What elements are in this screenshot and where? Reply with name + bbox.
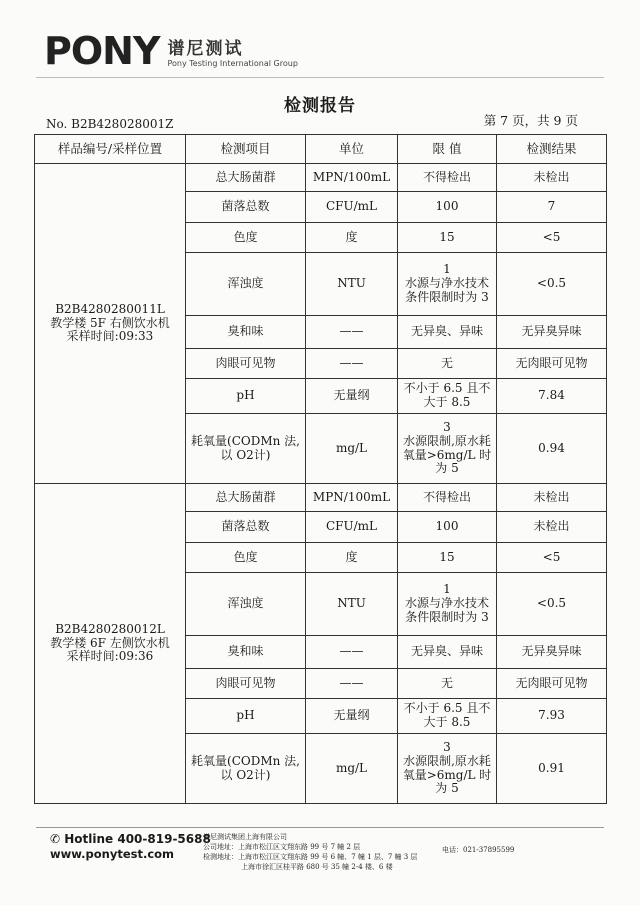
unit: MPN/100mL	[306, 164, 398, 192]
test-result: 未检出	[497, 164, 607, 192]
table-header-row	[35, 135, 607, 164]
limit-value: 不得检出	[398, 484, 497, 512]
test-result: 7.84	[497, 379, 607, 414]
test-item: 色度	[186, 543, 306, 573]
test-item: 臭和味	[186, 636, 306, 669]
column-header: 检测结果	[497, 135, 607, 164]
phone-number: 电话：021-37895599	[442, 846, 515, 854]
limit-value: 不小于 6.5 且不大于 8.5	[398, 699, 497, 734]
website: www.ponytest.com	[50, 847, 175, 861]
test-result: 0.94	[497, 414, 607, 484]
unit: 度	[306, 543, 398, 573]
test-item: pH	[186, 699, 306, 734]
brand-tagline: Pony Testing International Group	[167, 59, 298, 68]
brand-cn: 谱尼测试	[167, 39, 244, 59]
unit: CFU/mL	[306, 192, 398, 223]
unit: 无量纲	[306, 699, 398, 734]
limit-value: 100	[398, 192, 497, 223]
unit: CFU/mL	[306, 512, 398, 543]
test-item: 浑浊度	[186, 573, 306, 636]
test-item: 臭和味	[186, 316, 306, 349]
unit: 无量纲	[306, 379, 398, 414]
sample-cell	[35, 484, 186, 804]
unit: ——	[306, 349, 398, 379]
column-header: 检测项目	[186, 135, 306, 164]
page-title: 检测报告	[284, 96, 356, 116]
test-item: 菌落总数	[186, 512, 306, 543]
limit-value: 3 水源限制,原水耗氧量>6mg/L 时为 5	[398, 734, 497, 804]
test-result: 无肉眼可见物	[497, 669, 607, 699]
unit: mg/L	[306, 414, 398, 484]
company-address: 公司地址：上海市松江区文翔东路 99 号 7 幢 2 层	[203, 843, 361, 852]
unit: 度	[306, 223, 398, 253]
column-header: 限 值	[398, 135, 497, 164]
test-item: pH	[186, 379, 306, 414]
limit-value: 1 水源与净水技术条件限制时为 3	[398, 573, 497, 636]
address-block	[203, 832, 453, 873]
test-item: 肉眼可见物	[186, 669, 306, 699]
limit-value: 无异臭、异味	[398, 316, 497, 349]
test-result: 未检出	[497, 484, 607, 512]
column-header: 样品编号/采样位置	[35, 135, 186, 164]
test-result: <0.5	[497, 253, 607, 316]
limit-value: 15	[398, 543, 497, 573]
test-item: 总大肠菌群	[186, 484, 306, 512]
sample-location: 教学楼 6F 左侧饮水机	[50, 635, 170, 650]
unit: NTU	[306, 573, 398, 636]
test-result: 未检出	[497, 512, 607, 543]
test-result: <5	[497, 543, 607, 573]
unit: NTU	[306, 253, 398, 316]
limit-value: 无异臭、异味	[398, 636, 497, 669]
test-result: 7	[497, 192, 607, 223]
test-item: 耗氧量(CODMn 法,以 O2计)	[186, 414, 306, 484]
limit-value: 不小于 6.5 且不大于 8.5	[398, 379, 497, 414]
table-row	[35, 164, 607, 192]
sample-cell	[35, 164, 186, 484]
hotline-text: Hotline 400-819-5688	[64, 832, 211, 846]
test-result: 7.93	[497, 699, 607, 734]
sampling-time: 采样时间:09:36	[66, 649, 154, 664]
column-header: 单位	[306, 135, 398, 164]
limit-value: 不得检出	[398, 164, 497, 192]
limit-value: 1 水源与净水技术条件限制时为 3	[398, 253, 497, 316]
page-info: 第 7 页，共 9 页	[483, 113, 578, 128]
lab-address-2: 上海市徐汇区桂平路 680 号 35 幢 2-4 楼、6 楼	[241, 863, 393, 872]
test-item: 耗氧量(CODMn 法,以 O2计)	[186, 734, 306, 804]
company-name: 谱尼测试集团上海有限公司	[203, 833, 287, 841]
sample-location: 教学楼 5F 右侧饮水机	[50, 315, 170, 330]
lab-address: 检测地址：上海市松江区文翔东路 99 号 6 幢、7 幢 1 层、7 幢 3 层	[203, 853, 418, 862]
sample-id: B2B4280280011L	[55, 301, 165, 316]
test-item: 色度	[186, 223, 306, 253]
footer	[50, 832, 610, 872]
limit-value: 3 水源限制,原水耗氧量>6mg/L 时为 5	[398, 414, 497, 484]
brand-en: PONY	[44, 29, 160, 73]
test-result: 无异臭异味	[497, 316, 607, 349]
test-result: 0.91	[497, 734, 607, 804]
test-result: 无异臭异味	[497, 636, 607, 669]
sample-id: B2B4280280012L	[55, 621, 165, 636]
unit: ——	[306, 316, 398, 349]
unit: ——	[306, 636, 398, 669]
limit-value: 15	[398, 223, 497, 253]
limit-value: 无	[398, 669, 497, 699]
test-result: <0.5	[497, 573, 607, 636]
limit-value: 无	[398, 349, 497, 379]
unit: mg/L	[306, 734, 398, 804]
results-table	[34, 134, 607, 804]
table-row	[35, 484, 607, 512]
test-item: 菌落总数	[186, 192, 306, 223]
test-item: 浑浊度	[186, 253, 306, 316]
report-number: No. B2B428028001Z	[46, 117, 174, 131]
phone-handset-icon: ✆	[50, 832, 61, 846]
limit-value: 100	[398, 512, 497, 543]
test-item: 总大肠菌群	[186, 164, 306, 192]
unit: ——	[306, 669, 398, 699]
sampling-time: 采样时间:09:33	[66, 329, 154, 344]
footer-divider	[36, 827, 604, 828]
header-divider	[36, 77, 604, 78]
unit: MPN/100mL	[306, 484, 398, 512]
company-logo	[44, 29, 298, 73]
test-result: 无肉眼可见物	[497, 349, 607, 379]
test-result: <5	[497, 223, 607, 253]
test-item: 肉眼可见物	[186, 349, 306, 379]
